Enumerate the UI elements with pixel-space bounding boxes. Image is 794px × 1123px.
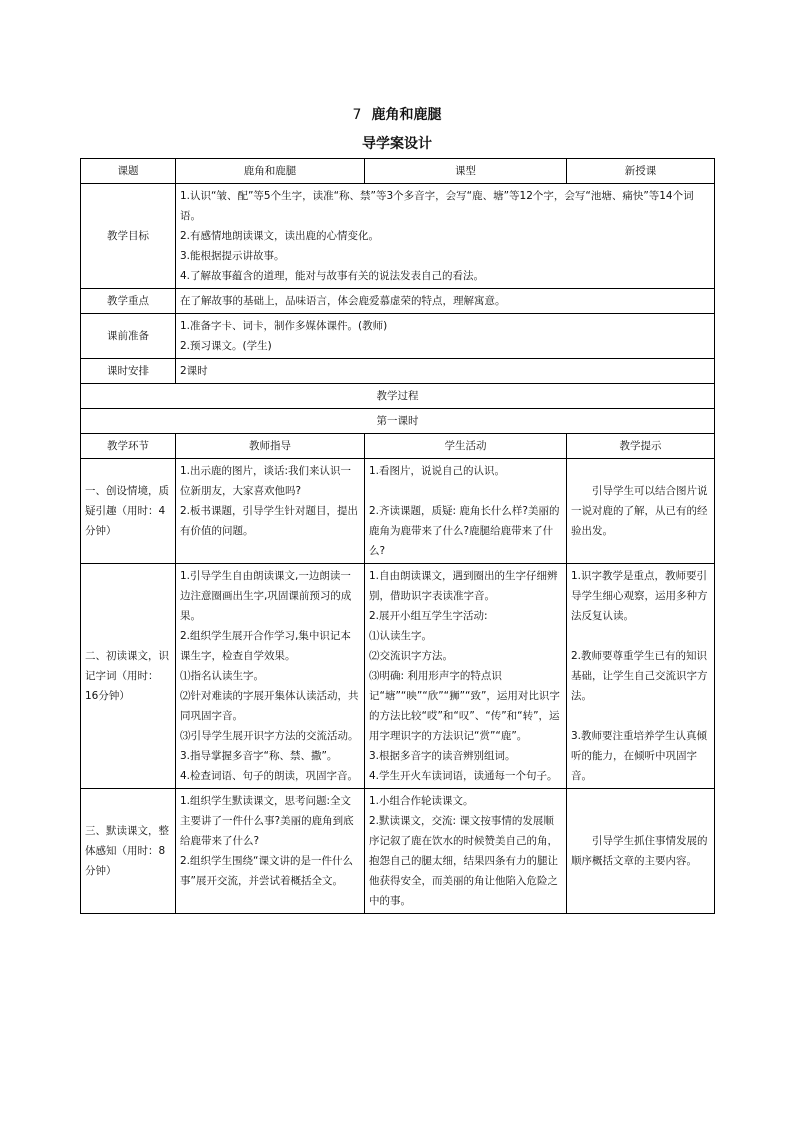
col-teacher-header: 教师指导 (176, 434, 365, 459)
stage-cell: 三、默读课文，整体感知（用时：8分钟） (81, 789, 176, 914)
key-row (81, 289, 715, 314)
hint-item: 2.教师要尊重学生已有的知识基础，让学生自己交流识字方法。 (571, 650, 708, 702)
student-cell (365, 459, 567, 564)
col-student-header: 学生活动 (365, 434, 567, 459)
stage-cell: 二、初读课文，识记字词（用时：16分钟） (81, 564, 176, 789)
process-row (81, 789, 715, 914)
goal-item: 4.了解故事蕴含的道理，能对与故事有关的说法发表自己的看法。 (180, 270, 485, 282)
teacher-cell (176, 789, 365, 914)
prep-label: 课前准备 (81, 314, 176, 359)
student-step: 2.齐读课题，质疑: 鹿角长什么样?美丽的鹿角为鹿带来了什么?鹿腿给鹿带来了什么? (369, 505, 560, 557)
student-step: 1.看图片，说说自己的认识。 (369, 465, 506, 477)
process-header-row (81, 434, 715, 459)
student-step: 1.自由朗读课文，遇到圈出的生字仔细辨别，借助识字表读准字音。 (369, 570, 558, 602)
teacher-step: 1.引导学生自由朗读课文,一边朗读一边注意圈画出生字,巩固课前预习的成果。 (180, 570, 352, 622)
type-label: 课型 (365, 159, 567, 184)
hours-content: 2课时 (176, 359, 715, 384)
goals-row (81, 184, 715, 289)
hint-cell (567, 564, 715, 789)
teacher-step: 4.检查词语、句子的朗读，巩固字音。 (180, 770, 359, 782)
spacer (571, 706, 710, 726)
process-row (81, 459, 715, 564)
hint-cell (567, 789, 715, 914)
spacer (571, 626, 710, 646)
hint-item: 3.教师要注重培养学生认真倾听的能力，在倾听中巩固字音。 (571, 730, 708, 782)
goals-content (176, 184, 715, 289)
student-step: ⑵交流识字方法。 (369, 650, 453, 662)
teacher-cell (176, 459, 365, 564)
lesson-heading: 第一课时 (81, 409, 715, 434)
spacer (369, 481, 562, 501)
prep-item: 2.预习课文。(学生) (180, 340, 272, 352)
teacher-step: ⑵针对难读的字展开集体认读活动，共同巩固字音。 (180, 690, 359, 722)
col-hint-header: 教学提示 (567, 434, 715, 459)
stage-cell: 一、创设情境，质疑引趣（用时：4分钟） (81, 459, 176, 564)
student-step: 4.学生开火车读词语，读通每一个句子。 (369, 770, 558, 782)
lesson-number: 7 (352, 107, 362, 123)
teacher-step: ⑴指名认读生字。 (180, 670, 264, 682)
document-page (80, 100, 714, 914)
topic-value: 鹿角和鹿腿 (176, 159, 365, 184)
prep-content (176, 314, 715, 359)
teacher-step: ⑶引导学生展开识字方法的交流活动。 (180, 730, 359, 742)
hint-item: 1.识字教学是重点，教师要引导学生细心观察，运用多种方法反复认读。 (571, 570, 708, 622)
teacher-step: 2.组织学生围绕“课文讲的是一件什么事”展开交流，并尝试着概括全文。 (180, 855, 353, 887)
teacher-step: 2.板书课题，引导学生针对题目，提出有价值的问题。 (180, 505, 359, 537)
hours-row (81, 359, 715, 384)
goal-item: 1.认识“皱、配”等5个生字，读准“称、禁”等3个多音字，会写“鹿、塘”等12个字，会写“池塘、痛快”等14个词语。 (180, 190, 694, 222)
student-step: ⑴认读生字。 (369, 630, 432, 642)
hint-cell (567, 459, 715, 564)
lesson-heading-row (81, 409, 715, 434)
student-step: 2.展开小组互学生字活动: (369, 610, 488, 622)
lesson-plan-table (80, 158, 715, 914)
process-heading-row (81, 384, 715, 409)
lesson-title (80, 100, 714, 130)
key-label: 教学重点 (81, 289, 176, 314)
teacher-step: 2.组织学生展开合作学习,集中识记本课生字，检查自学效果。 (180, 630, 351, 662)
topic-row (81, 159, 715, 184)
student-cell (365, 564, 567, 789)
topic-label: 课题 (81, 159, 176, 184)
prep-item: 1.准备字卡、词卡，制作多媒体课件。(教师) (180, 320, 388, 332)
student-step: ⑶明确: 利用形声字的特点识记“塘”“映”“欣”“狮”“致”，运用对比识字的方法比较“哎”和“叹”、“传”和“转”，运用字理识字的方法识记“赏”“鹿”。 (369, 670, 560, 742)
process-row (81, 564, 715, 789)
lesson-title-text: 鹿角和鹿腿 (371, 107, 442, 123)
teacher-step: 3.指导掌握多音字“称、禁、撒”。 (180, 750, 338, 762)
col-stage-header: 教学环节 (81, 434, 176, 459)
teacher-step: 1.组织学生默读课文，思考问题:全文主要讲了一件什么事?美丽的鹿角到底给鹿带来了什么? (180, 795, 354, 847)
goals-label: 教学目标 (81, 184, 176, 289)
student-step: 3.根据多音字的读音辨别组词。 (369, 750, 516, 762)
document-subtitle: 导学案设计 (362, 136, 432, 152)
student-step: 2.默读课文，交流: 课文按事情的发展顺序记叙了鹿在饮水的时候赞美自己的角，抱怨自己的腿太细，结果四条有力的腿让他获得安全，而美丽的角让他陷入危险之中的事。 (369, 815, 558, 907)
hint-item: 引导学生抓住事情发展的顺序概括文章的主要内容。 (571, 835, 708, 867)
teacher-step: 1.出示鹿的图片，谈话:我们来认识一位新朋友，大家喜欢他吗? (180, 465, 352, 497)
teacher-cell (176, 564, 365, 789)
process-heading: 教学过程 (81, 384, 715, 409)
key-content: 在了解故事的基础上，品味语言，体会鹿爱慕虚荣的特点，理解寓意。 (176, 289, 715, 314)
hint-item: 引导学生可以结合图片说一说对鹿的了解，从已有的经验出发。 (571, 485, 708, 537)
goal-item: 3.能根据提示讲故事。 (180, 250, 285, 262)
prep-row (81, 314, 715, 359)
type-value: 新授课 (567, 159, 715, 184)
student-step: 1.小组合作轮读课文。 (369, 795, 474, 807)
goal-item: 2.有感情地朗读课文，读出鹿的心情变化。 (180, 230, 380, 242)
student-cell (365, 789, 567, 914)
hours-label: 课时安排 (81, 359, 176, 384)
